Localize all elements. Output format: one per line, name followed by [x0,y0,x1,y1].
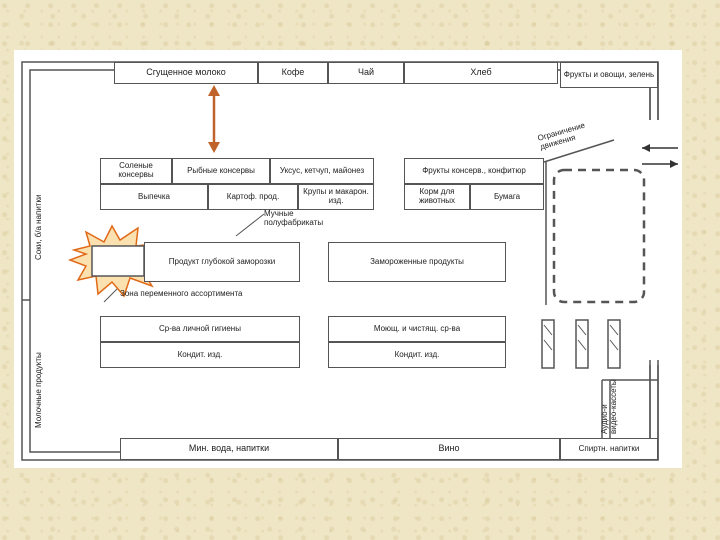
shelf-potato-products: Картоф. прод. [208,184,298,210]
checkout-3 [608,320,620,368]
label-audio-video: Аудио-и видео-кассеты [600,379,618,434]
wall-juices-drinks: Соки, б/а напитки [34,194,43,260]
cart-zone [554,170,644,302]
floor-plan [14,50,682,468]
shelf-spirits: Спиртн. напитки [560,438,658,460]
shelf-hygiene: Ср-ва личной гигиены [100,316,300,342]
shelf-wine: Вино [338,438,560,460]
shelf-fruits-vegetables: Фрукты и овощи, зелень [560,62,658,88]
shelf-fruit-canned-jam: Фрукты консерв., конфитюр [404,158,544,184]
shelf-confectionery-left: Кондит. изд. [100,342,300,368]
wall-dairy: Молочные продукты [34,352,43,428]
shelf-cereals-pasta: Крупы и макарон. изд. [298,184,374,210]
shelf-salty-canned: Соленые консервы [100,158,172,184]
shelf-confectionery-right: Кондит. изд. [328,342,506,368]
shelf-vinegar-sauces: Уксус, кетчуп, майонез [270,158,374,184]
shelf-tea: Чай [328,62,404,84]
label-flour-semi: Мучные полуфабрикаты [264,209,324,227]
shelf-detergents: Моющ. и чистящ. ср-ва [328,316,506,342]
freezer-frozen-products: Замороженные продукты [328,242,506,282]
shelf-paper: Бумага [470,184,544,210]
label-barrier: Ограничение движения [536,120,587,152]
shelf-baking: Выпечка [100,184,208,210]
checkout-2 [576,320,588,368]
shelf-bread: Хлеб [404,62,558,84]
shelf-condensed-milk: Сгущенное молоко [114,62,258,84]
shelf-fish-canned: Рыбные консервы [172,158,270,184]
shelf-coffee: Кофе [258,62,328,84]
shelf-pet-food: Корм для животных [404,184,470,210]
freezer-deep-frozen: Продукт глубокой заморозки [144,242,300,282]
checkout-1 [542,320,554,368]
label-variable-zone: Зона переменного ассортимента [120,289,243,298]
shelf-mineral-water: Мин. вода, напитки [120,438,338,460]
